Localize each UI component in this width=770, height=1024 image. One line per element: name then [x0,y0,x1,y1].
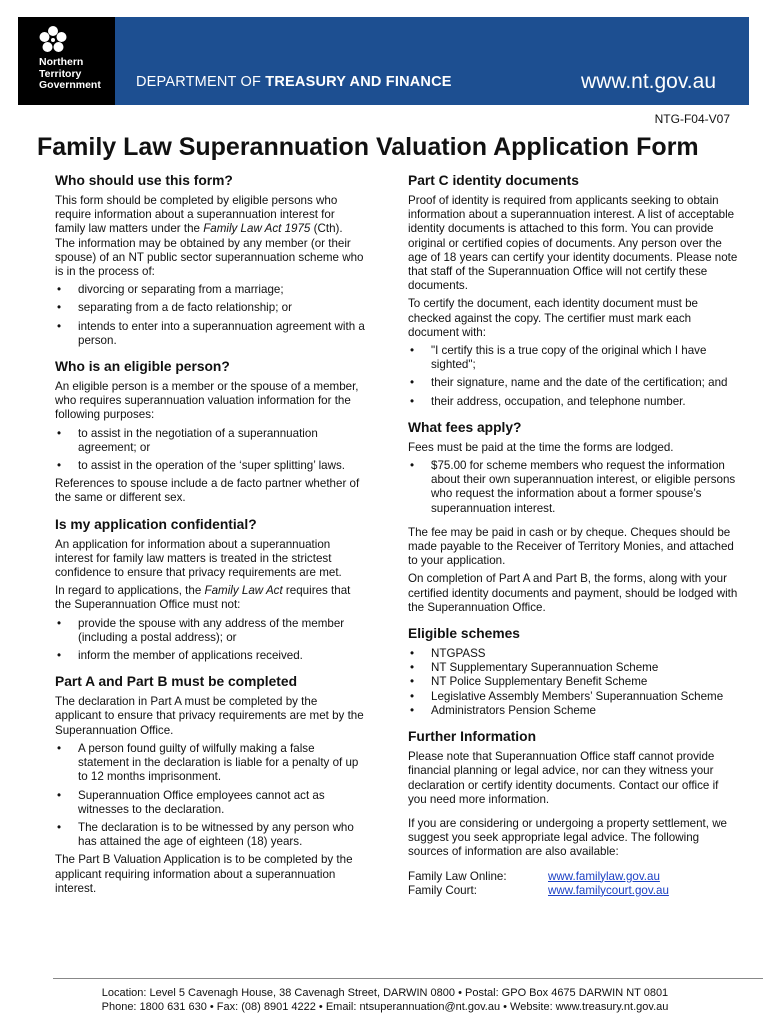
schemes-list [408,647,738,718]
list-item: • to assist in the operation of the ‘super splitting’ laws. [55,459,365,473]
department-title: TREASURY AND FINANCE [265,74,452,90]
link-label: Family Court: [408,883,477,897]
footer [0,986,770,1014]
partc-heading: Part C identity documents [408,173,579,188]
confidential-heading: Is my application confidential? [55,516,257,532]
list-item: • $75.00 for scheme members who request the information about their own superannuation interest, or eligible persons who request the information about a former spouse’s superannuation interest. [408,459,738,516]
info-heading: Further Information [408,729,536,745]
list-item: • inform the member of applications received. [55,649,365,663]
who-text [55,194,365,279]
list-item: • NT Police Supplementary Benefit Scheme [408,675,738,689]
left-column [55,172,365,900]
footer-address: Location: Level 5 Cavenagh House, 38 Cavenagh Street, DARWIN 0800 • Postal: GPO Box 4675 DARWIN NT 0801 [101,987,669,999]
confidential-text: An application for information about a superannuation interest for family law matters is treated in the strictest confidence to ensure that privacy requirements are met. [55,537,342,580]
partc-text: Proof of identity is required from applicants seeking to obtain information about a superannuation interest. A list of acceptable identity documents is attached to this form. You can provide original or certified copies of documents. Any person over the age of 18 years can certify your identity documents. Please note that staff of the Superannuation Office will not certify these documents. [408,194,738,293]
list-item: • NTGPASS [408,647,738,661]
list-item: • provide the spouse with any address of the member (including a postal address); or [55,617,365,645]
department-prefix: DEPARTMENT OF [136,74,266,90]
list-item: • Administrators Pension Scheme [408,704,738,718]
info-links [408,870,738,898]
desert-rose-icon [38,25,68,55]
nt-government-logo [18,17,115,105]
list-item: • intends to enter into a superannuation agreement with a person. [55,320,365,348]
list-item: • their address, occupation, and telephone number. [408,395,738,409]
department-name [136,74,452,90]
logo-line: Northern [39,56,84,68]
eligible-note: References to spouse include a de facto partner whether of the same or different sex. [55,477,360,505]
list-item: • A person found guilty of wilfully making a false statement in the declaration is liable for a penalty of up to 12 months imprisonment. [55,742,365,785]
list-item: • Superannuation Office employees cannot act as witnesses to the declaration. [55,789,365,817]
info-text: Please note that Superannuation Office staff cannot provide financial planning or legal advice, nor can they witness your declaration or certify identity documents. Contact our office if you need more information. [408,750,719,806]
logo-line: Government [39,79,101,91]
confidential-text-part: requires that the Superannuation Office must not: [55,584,351,612]
partc-text-2: To certify the document, each identity document must be checked against the copy. The certifier must mark each document with: [408,297,698,339]
act-name: Family Law Act [204,584,283,598]
family-court-link[interactable]: www.familycourt.gov.au [548,883,669,897]
eligible-heading: Who is an eligible person? [55,359,230,375]
family-law-link[interactable]: www.familylaw.gov.au [548,869,660,883]
info-text-2: If you are considering or undergoing a property settlement, we suggest you seek appropriate legal advice. The following sources of information are also available: [408,816,728,859]
fees-text-3: On completion of Part A and Part B, the forms, along with your certified identity documents and payment, should be lodged with the Superannuation Office. [408,572,738,614]
header-website[interactable]: www.nt.gov.au [580,70,716,93]
footer-divider [53,978,763,979]
who-text-part: This form should be completed by eligible persons who require information about a superannuation interest for family law matters under the [55,194,338,236]
who-list [55,283,365,348]
eligible-text: An eligible person is a member or the spouse of a member, who requires superannuation valuation information for the following purposes: [55,380,359,422]
act-name: Family Law Act 1975 [203,222,311,236]
list-item: • divorcing or separating from a marriage; [55,283,365,297]
footer-contact: Phone: 1800 631 630 • Fax: (08) 8901 4222 • Email: ntsuperannuation@nt.gov.au • Website: www.treasury.nt.gov.au [101,1001,669,1013]
fees-heading: What fees apply? [408,419,522,435]
who-text-part: (Cth). The information may be obtained by any member (or their spouse) of an NT public sector superannuation scheme who is in the process of: [55,222,364,279]
who-heading: Who should use this form? [55,173,233,188]
list-item: • "I certify this is a true copy of the original which I have sighted"; [408,344,738,372]
confidential-list [55,617,365,664]
list-item: • separating from a de facto relationship; or [55,301,365,315]
confidential-text-part: In regard to applications, the [55,584,205,598]
schemes-heading: Eligible schemes [408,626,520,642]
fees-text-2: The fee may be paid in cash or by cheque. Cheques should be made payable to the Receiver of Territory Monies, and attached to your application. [408,525,734,568]
partc-list [408,344,738,409]
list-item: • The declaration is to be witnessed by any person who has attained the age of eighteen (18) years. [55,821,365,849]
list-item: • NT Supplementary Superannuation Scheme [408,661,738,675]
link-label: Family Law Online: [408,869,507,883]
fees-text: Fees must be paid at the time the forms are lodged. [408,440,674,454]
confidential-text-2 [55,584,365,612]
page-title: Family Law Superannuation Valuation Application Form [37,133,699,161]
list-item: • Legislative Assembly Members’ Superannuation Scheme [408,690,738,704]
logo-wordmark [39,57,101,92]
logo-line: Territory [39,67,82,80]
parts-text: The declaration in Part A must be completed by the applicant to ensure that privacy requirements are met by the Superannuation Office. [55,695,364,737]
header-banner [18,17,749,105]
form-code: NTG-F04-V07 [654,112,730,126]
list-item: • their signature, name and the date of the certification; and [408,376,738,390]
fees-list [408,459,738,516]
eligible-list [55,427,365,474]
parts-list [55,742,365,849]
right-column [408,172,738,898]
parts-text-2: The Part B Valuation Application is to be completed by the applicant requiring information about a superannuation interest. [55,853,353,895]
list-item: • to assist in the negotiation of a superannuation agreement; or [55,427,365,455]
parts-heading: Part A and Part B must be completed [55,674,298,690]
